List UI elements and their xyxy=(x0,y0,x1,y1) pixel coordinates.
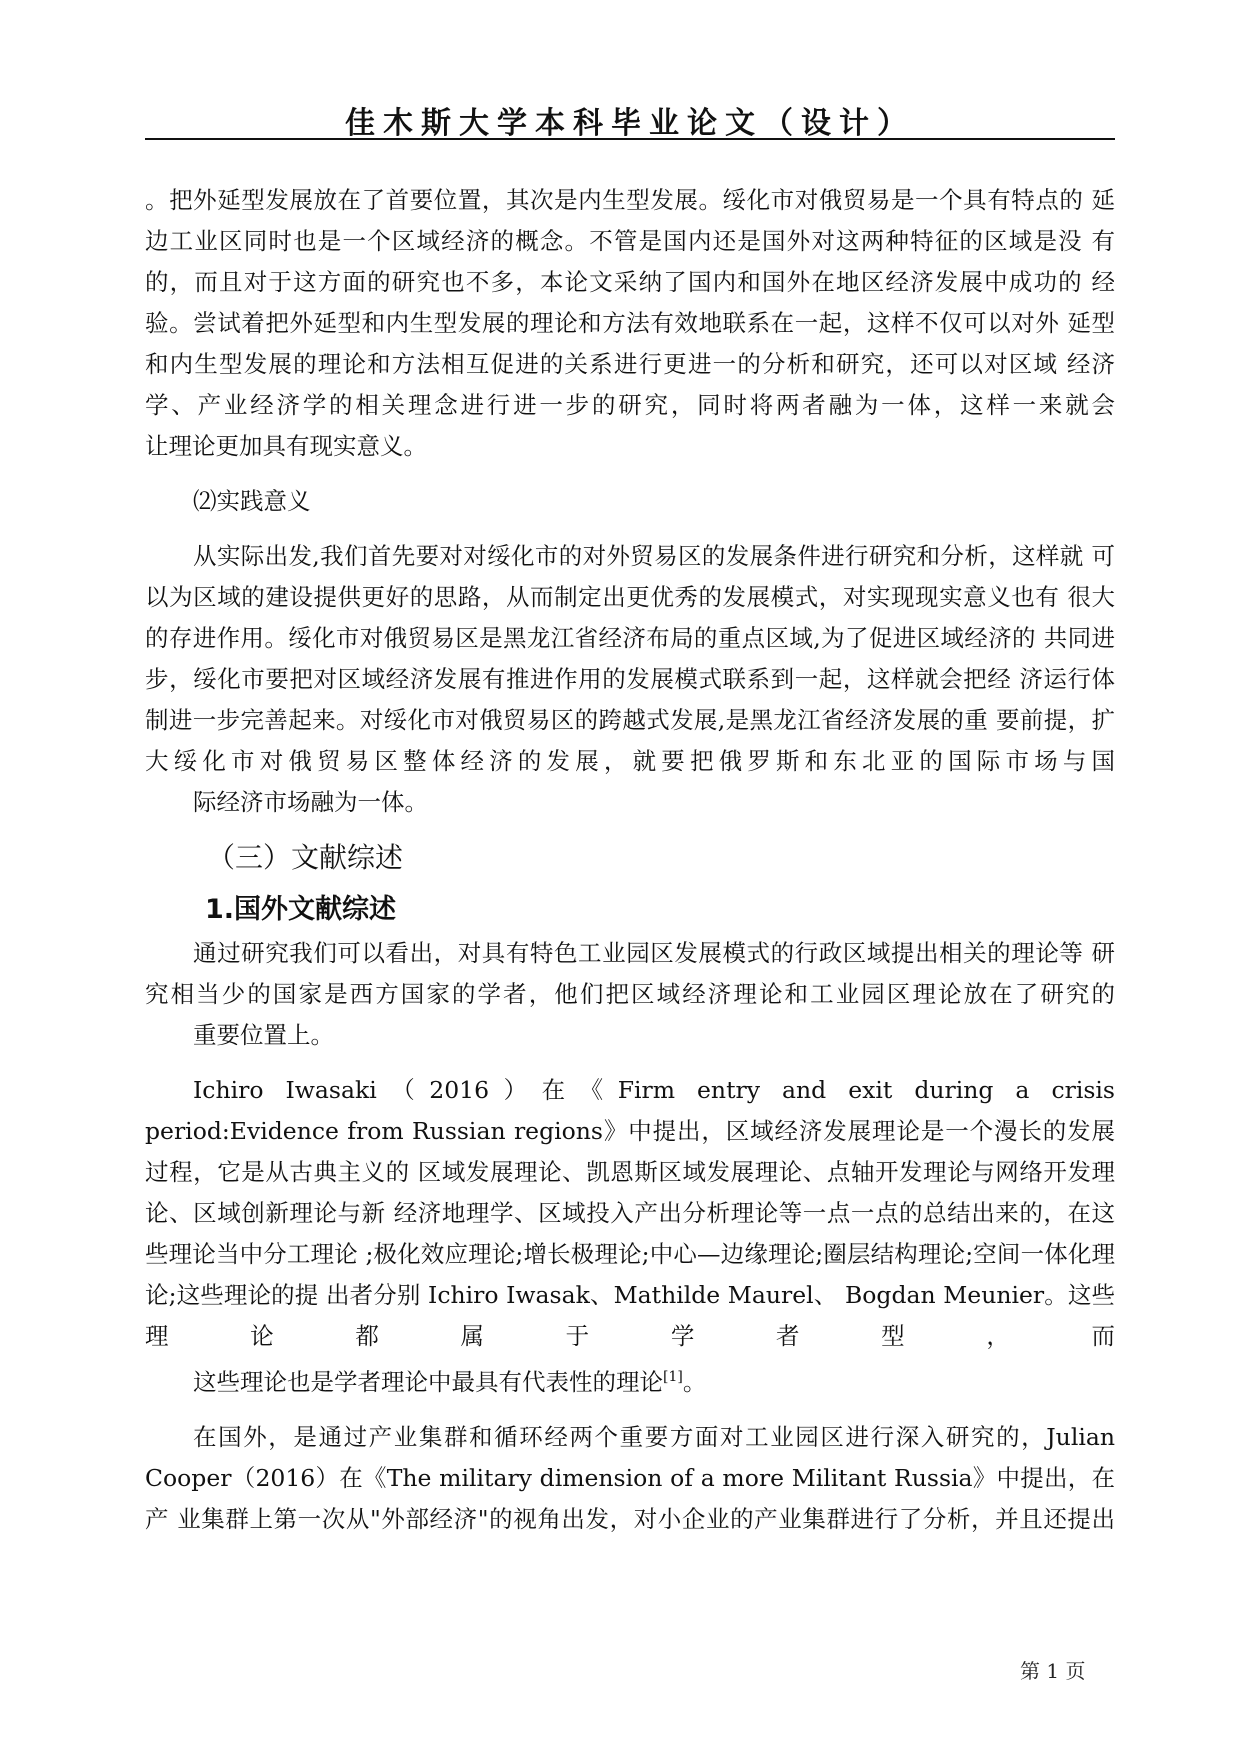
paragraph-practical-significance xyxy=(145,536,1115,823)
text-line: 在国外，是通过产业集群和循环经两个重要方面对工业园区进行深入研究的，Julian xyxy=(193,1422,1115,1451)
text-line: 。把外延型发展放在了首要位置，其次是内生型发展。绥化市对俄贸易是一个具有特点的 xyxy=(145,186,1084,214)
text-line: Ichiro Iwasaki（2016）在《Firm entry and exit during a crisis period:Evidence from xyxy=(145,1076,1115,1145)
text-line: 让理论更加具有现实意义。 xyxy=(145,432,427,460)
text-line: ;极化效应理论;增长极理论;中心—边缘理论;圈层结构理论;空间一体化理论;这些理论的提 xyxy=(145,1240,1116,1309)
text-line: 延边工业区同时也是一个区域经济的概念。不管是国内还是国外对这两种特征的区域是没 xyxy=(145,186,1115,255)
section-heading-literature-review: （三）文献综述 xyxy=(207,841,404,874)
page-body xyxy=(145,180,1115,1540)
text-line: 业集群上第一次从"外部经济"的视角出发，对小企业的产业集群进行了分析，并且还提出 xyxy=(177,1504,1116,1533)
text-segment: 。 xyxy=(682,1367,707,1396)
subheading-practical-significance: ⑵实践意义 xyxy=(193,487,311,515)
text-line: Russian regions》中提出，区域经济发展理论是一个漫长的发展过程，它是从古典主义的 xyxy=(145,1117,1115,1186)
page-header-title: 佳木斯大学本科毕业论文（设计） xyxy=(345,106,915,141)
text-line: 要前提，扩大绥化市对俄贸易区整体经济的发展，就要把俄罗斯和东北亚的国际市场与国 xyxy=(145,706,1115,775)
text-line: 区域发展理论、凯恩斯区域发展理论、点轴开发理论与网络开发理论、区域创新理论与新 xyxy=(145,1158,1116,1227)
text-segment: 这些理论也是学者理论中最具有代表性的理论 xyxy=(193,1367,663,1396)
text-line: 很大的存进作用。绥化市对俄贸易区是黑龙江省经济布局的重点区域,为了促进区域经济的 xyxy=(145,583,1116,652)
paragraph-cooper xyxy=(145,1417,1115,1540)
text-line: 出者分别 Ichiro Iwasak、Mathilde Maurel、 Bogdan Meunier。这些理论都属于学者型，而 xyxy=(145,1281,1115,1350)
citation-marker: [1] xyxy=(663,1369,683,1385)
text-line: 重要位置上。 xyxy=(193,1021,334,1049)
header-rule xyxy=(145,138,1115,140)
text-line: 从实际出发,我们首先要对对绥化市的对外贸易区的发展条件进行研究和分析，这样就 xyxy=(193,542,1084,570)
paragraph-theory-significance xyxy=(145,180,1115,467)
paragraph-foreign-intro xyxy=(145,933,1115,1056)
text-line: 济运行体制进一步完善起来。对绥化市对俄贸易区的跨越式发展,是黑龙江省经济发展的重 xyxy=(145,665,1116,734)
subsection-heading-foreign-literature: 1.国外文献综述 xyxy=(205,894,397,925)
text-line: 经验。尝试着把外延型和内生型发展的理论和方法有效地联系在一起，这样不仅可以对外 xyxy=(145,268,1115,337)
text-line: 际经济市场融为一体。 xyxy=(193,788,428,816)
text-line: 有的，而且对于这方面的研究也不多，本论文采纳了国内和国外在地区经济发展中成功的 xyxy=(145,227,1115,296)
text-line: 研究相当少的国家是西方国家的学者，他们把区域经济理论和工业园区理论放在了研究的 xyxy=(145,939,1115,1008)
text-line: Cooper（2016）在《The military dimension of a more Militant Russia》中提出，在产 xyxy=(145,1463,1115,1533)
text-line: 通过研究我们可以看出，对具有特色工业园区发展模式的行政区域提出相关的理论等 xyxy=(193,939,1084,967)
text-line: 经济地理学、区域投入产出分析理论等一点一点的总结出来的，在这些理论当中分工理论 xyxy=(145,1199,1116,1268)
page-number: 第 1 页 xyxy=(1020,1659,1086,1683)
text-line xyxy=(145,1357,1115,1403)
text-line: 延型和内生型发展的理论和方法相互促进的关系进行更进一的分析和研究，还可以对区域 xyxy=(145,309,1116,378)
text-line: 经济学、产业经济学的相关理念进行进一步的研究，同时将两者融为一体，这样一来就会 xyxy=(145,350,1115,419)
text-line: 共同进步，绥化市要把对区域经济发展有推进作用的发展模式联系到一起，这样就会把经 xyxy=(145,624,1115,693)
text-line: 可以为区域的建设提供更好的思路，从而制定出更优秀的发展模式，对实现现实意义也有 xyxy=(145,542,1115,611)
paragraph-iwasaki xyxy=(145,1070,1115,1403)
